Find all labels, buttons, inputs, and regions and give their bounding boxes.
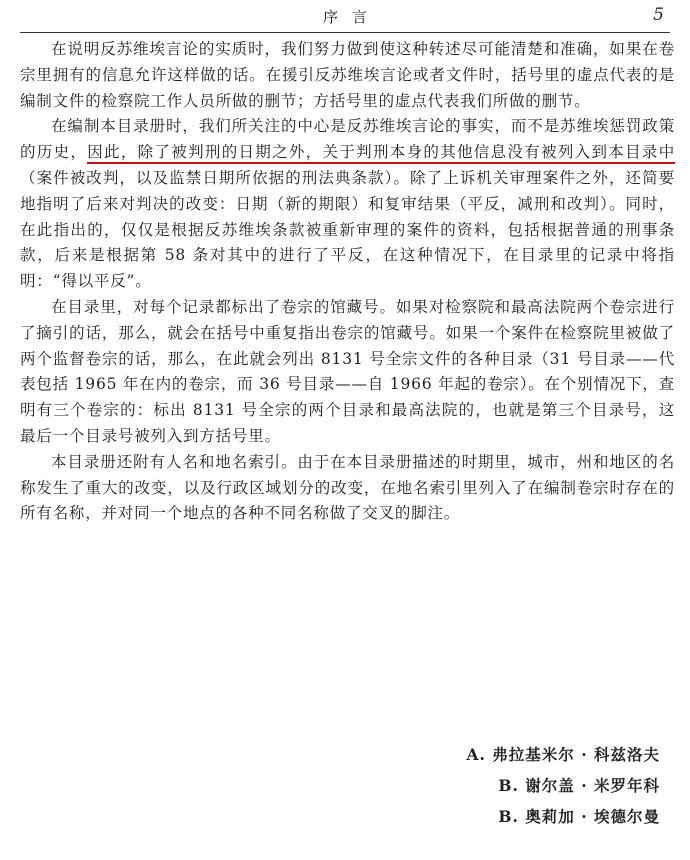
paragraph-3: 在目录里，对每个记录都标出了卷宗的馆藏号。如果对检察院和最高法院两个卷宗进行了摘引的话，那么，就会在括号中重复指出卷宗的馆藏号。如果一个案件在检察院里被做了两个监督卷宗的话，那么，在此就会列出 8131 号全宗文件的各种目录（31 号目录——代表包括 1965 年在内的卷宗，而 36 号目录——自 1966 年起的卷宗）。在个别情况下，查明有三个卷宗的：标出 8131 号全宗的两个目录和最高法院的，也就是第三个目录号，这最后一个目录号被列入到方括号里。 xyxy=(20,297,675,445)
underlined-passage: 因此，除了被判刑的日期之外，关于判刑本身的其他信息没有被列入到本目录中 xyxy=(87,143,675,164)
signature-3: B. 奥莉加 · 埃德尔曼 xyxy=(498,807,660,826)
paragraph-2-rest: （案件被改判，以及监禁日期所依据的刑法典条款）。除了上诉机关审理案件之外，还简要地指明了后来对判决的改变：日期（新的期限）和复审结果（平反，减刑和改判）。同时，在此指出的，仅仅是根据反苏维埃条款被重新审理的案件的资料，包括根据普通的刑事条款，后来是根据第 58 条对其中的进行了平反，在这种情况下，在目录里的记录中将指明：“得以平反”。 xyxy=(20,168,675,291)
running-head xyxy=(20,2,670,33)
body-text xyxy=(20,37,675,527)
paragraph-2-lead: 在编制本目录册时，我们所关注的中心是反苏维埃言论的事实，而不是苏维埃惩罚政策的历史， xyxy=(20,117,675,162)
page-number: 5 xyxy=(653,5,664,25)
signature-2: B. 谢尔盖 · 米罗年科 xyxy=(498,776,660,795)
paragraph-2 xyxy=(20,114,675,295)
running-title: 序言 xyxy=(322,8,381,26)
signature-block xyxy=(466,739,660,832)
paragraph-1: 在说明反苏维埃言论的实质时，我们努力做到使这种转述尽可能清楚和准确，如果在卷宗里拥有的信息允许这样做的话。在援引反苏维埃言论或者文件时，括号里的虚点代表的是编制文件的检察院工作人员所做的删节；方括号里的虚点代表我们所做的删节。 xyxy=(20,40,675,110)
signature-1: A. 弗拉基米尔 · 科兹洛夫 xyxy=(466,745,660,764)
paragraph-4: 本目录册还附有人名和地名索引。由于在本目录册描述的时期里，城市，州和地区的名称发生了重大的改变，以及行政区域划分的改变，在地名索引里列入了在编制卷宗时存在的所有名称，并对同一个地点的各种不同名称做了交叉的脚注。 xyxy=(20,452,675,523)
